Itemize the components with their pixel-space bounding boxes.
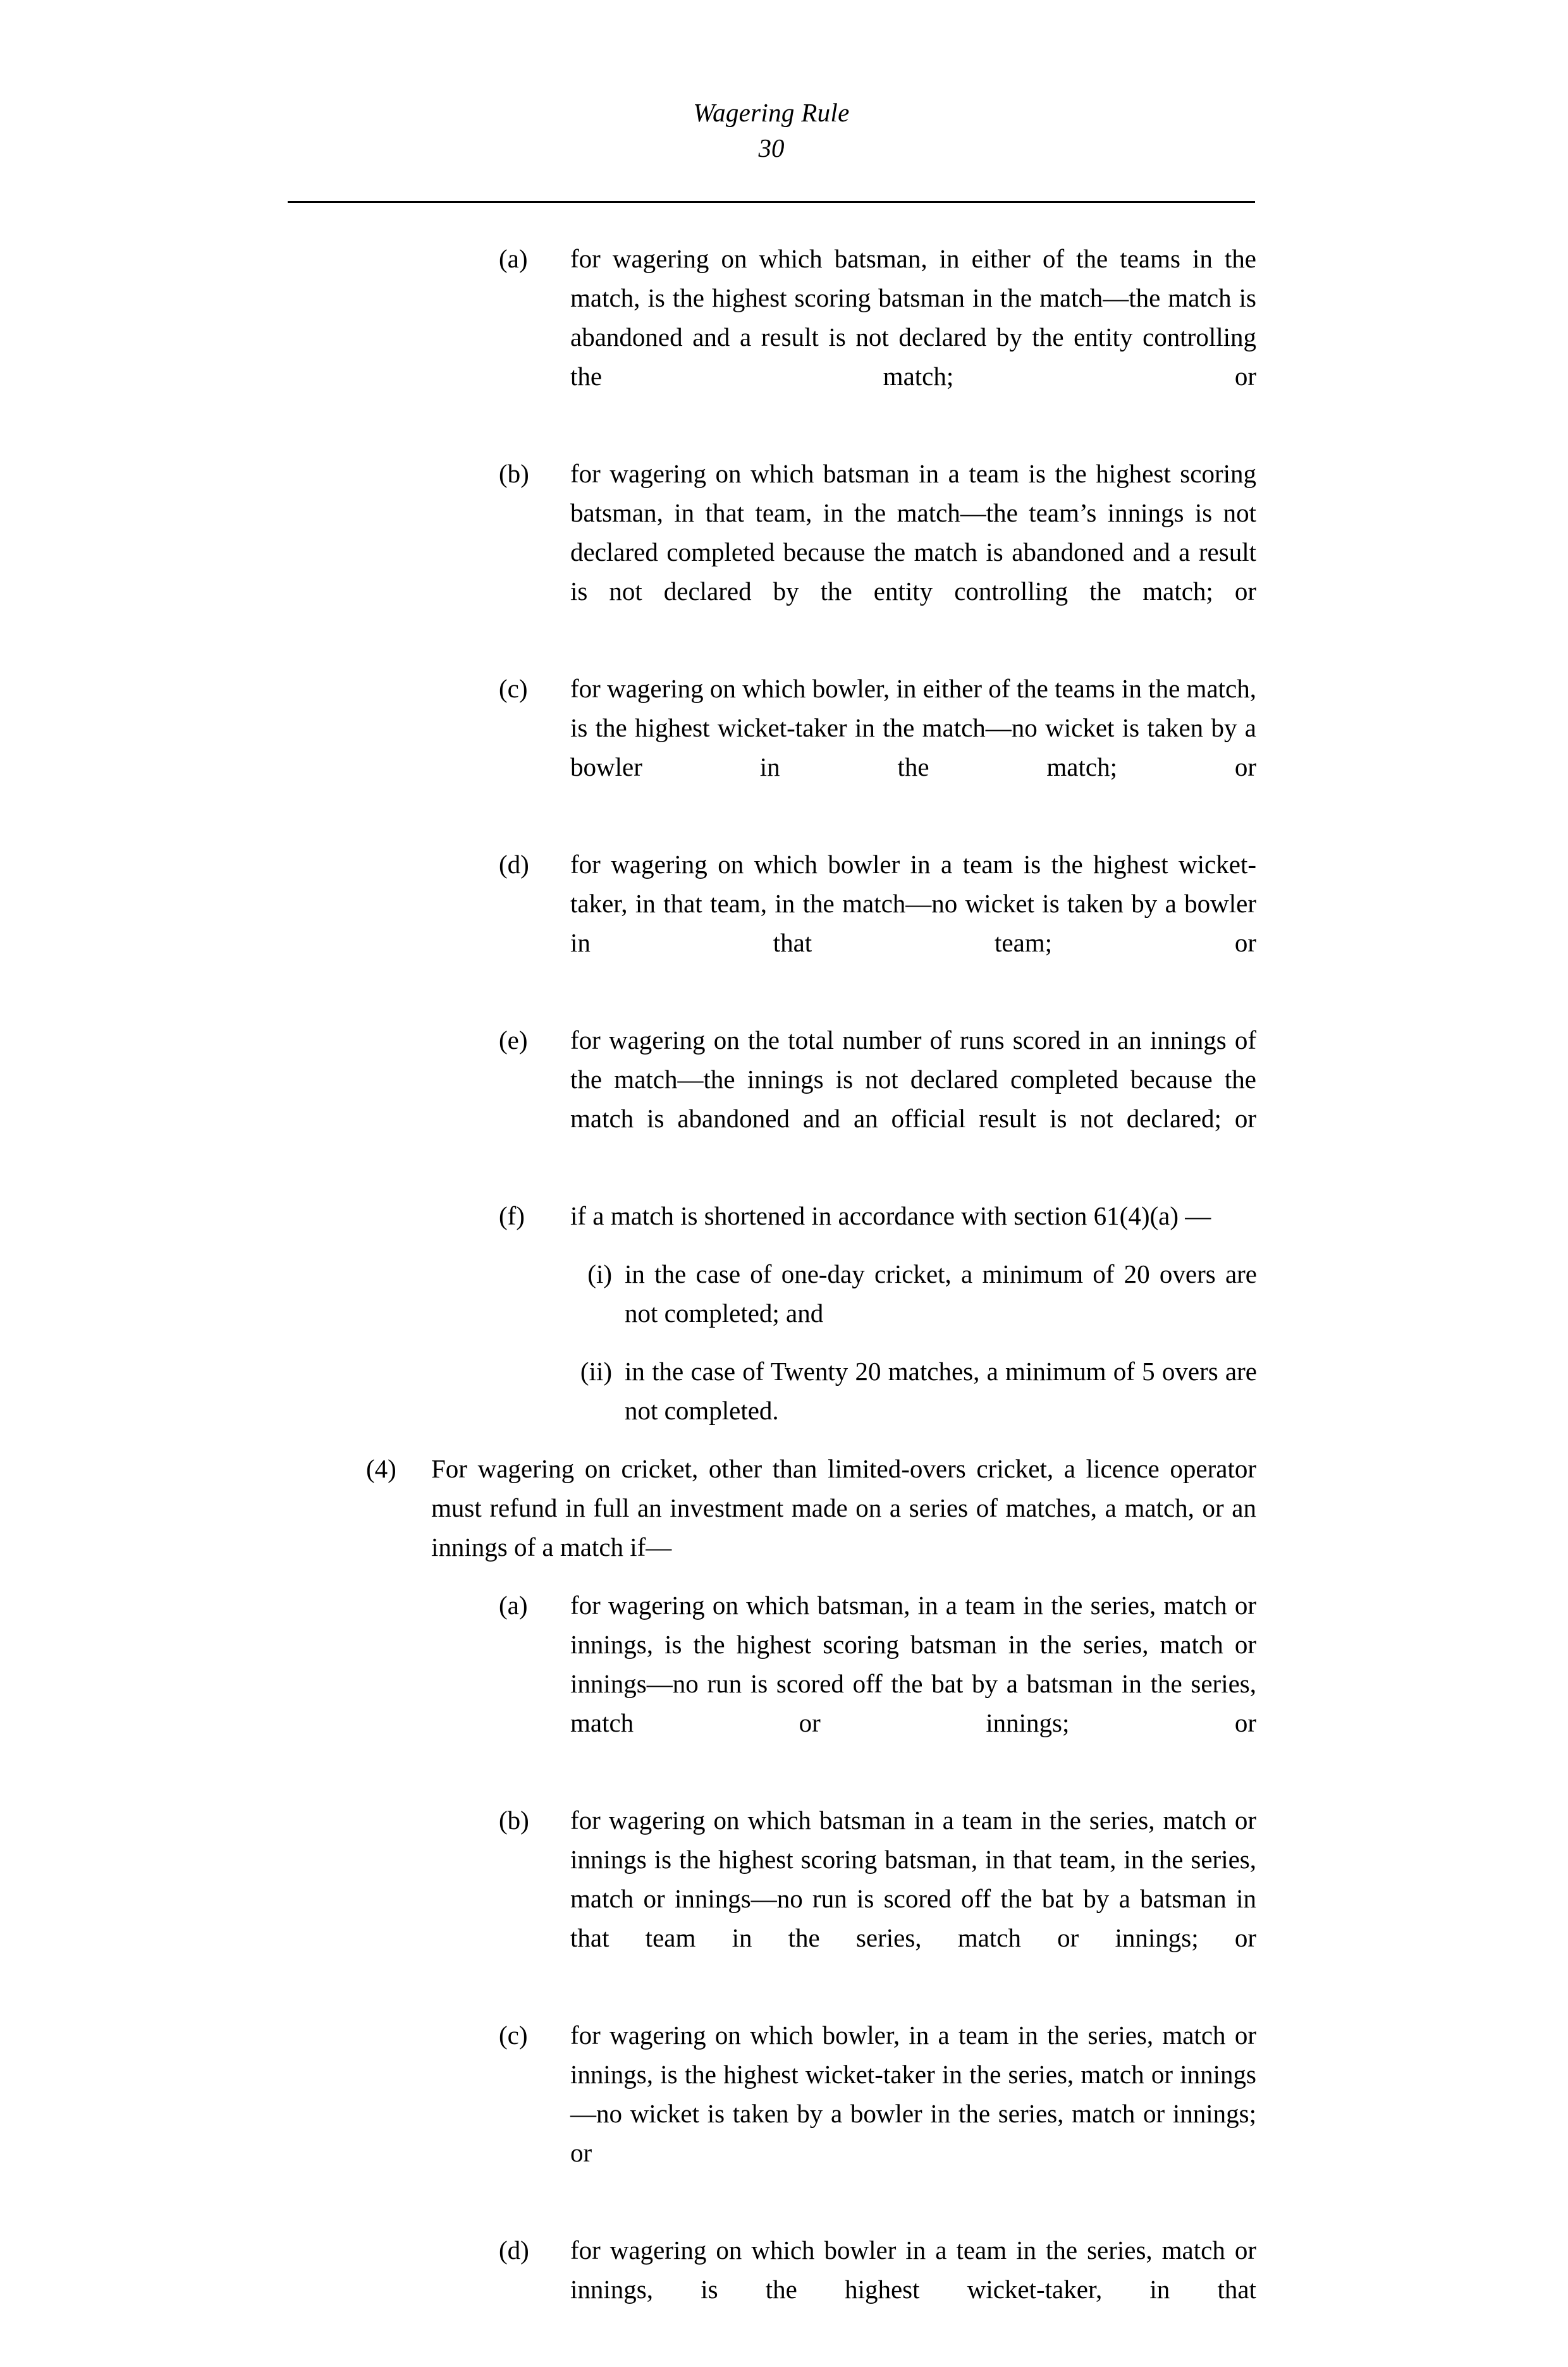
list-marker: (c) <box>499 2021 528 2050</box>
list-marker: (ii) <box>580 1357 612 1386</box>
list-item-text: for wagering on the total number of runs scored in an innings of the match—the innings is not declared completed because the match is abandoned and an official result is not declared; or <box>570 1025 1256 1133</box>
list-marker: (4) <box>366 1454 396 1483</box>
list-item-text: For wagering on cricket, other than limited-overs cricket, a licence operator must refund in full an investment made on a series of matches, a match, or an innings of a match if— <box>431 1454 1256 1562</box>
list-marker: (a) <box>499 1591 528 1620</box>
list-item <box>499 845 1256 1001</box>
list-item-text: for wagering on which bowler, in either of the teams in the match, is the highest wicket-taker in the match—no wicket is taken by a bowler in the match; or <box>570 674 1256 781</box>
list-item <box>499 1196 1256 1235</box>
list-item-text: for wagering on which bowler, in a team in the series, match or innings, is the highest wicket-taker in the series, match or innings—no wicket is taken by a bowler in the series, match or innings; or <box>570 2021 1256 2167</box>
list-item <box>499 1586 1256 1782</box>
list-item <box>499 2015 1256 2211</box>
list-item-text: for wagering on which batsman in a team is the highest scoring batsman, in that team, in the match—the team’s innings is not declared completed because the match is abandoned and a result is not declared by the entity controlling the match; or <box>570 459 1256 606</box>
list-marker: (b) <box>499 459 529 488</box>
list-item-text: in the case of Twenty 20 matches, a minimum of 5 overs are not completed. <box>625 1357 1257 1425</box>
list-item <box>499 454 1256 650</box>
page-number: 30 <box>758 133 785 162</box>
list-item-text: for wagering on which batsman, in a team in the series, match or innings, is the highest scoring batsman in the series, match or innings—no run is scored off the bat by a batsman in the series, match or innings; or <box>570 1591 1256 1737</box>
list-marker: (d) <box>499 2236 529 2265</box>
list-item-text: for wagering on which batsman, in either of the teams in the match, is the highest scoring batsman in the match—the match is abandoned and a result is not declared by the entity controlling the match; or <box>570 244 1256 391</box>
list-item-text: if a match is shortened in accordance with section 61(4)(a) — <box>570 1201 1211 1230</box>
list-marker: (c) <box>499 674 528 703</box>
document-body <box>0 239 1568 2367</box>
list-item-text: in the case of one-day cricket, a minimum of 20 overs are not completed; and <box>625 1259 1257 1328</box>
header-divider <box>288 201 1255 203</box>
list-marker: (a) <box>499 244 528 273</box>
list-item <box>580 1352 1257 1430</box>
list-item <box>587 1254 1257 1333</box>
list-item <box>499 2230 1256 2348</box>
running-header <box>288 95 1255 166</box>
list-marker: (d) <box>499 850 529 879</box>
list-marker: (b) <box>499 1806 529 1835</box>
list-marker: (i) <box>587 1259 612 1288</box>
list-item <box>366 1449 1256 1567</box>
list-item-text: for wagering on which batsman in a team in the series, match or innings is the highest scoring batsman, in that team, in the series, match or innings—no run is scored off the bat by a batsman in that team in the series, match or innings; or <box>570 1806 1256 1952</box>
list-item <box>499 1801 1256 1997</box>
list-item-text: for wagering on which bowler in a team is the highest wicket-taker, in that team, in the match—no wicket is taken by a bowler in that team; or <box>570 850 1256 957</box>
list-marker: (f) <box>499 1201 525 1230</box>
list-item <box>499 239 1256 435</box>
list-item-text: for wagering on which bowler in a team in the series, match or innings, is the highest wicket-taker, in that <box>570 2236 1256 2304</box>
header-title: Wagering Rule <box>693 98 850 127</box>
list-item <box>499 1020 1256 1177</box>
list-marker: (e) <box>499 1025 528 1055</box>
list-item <box>499 669 1256 826</box>
